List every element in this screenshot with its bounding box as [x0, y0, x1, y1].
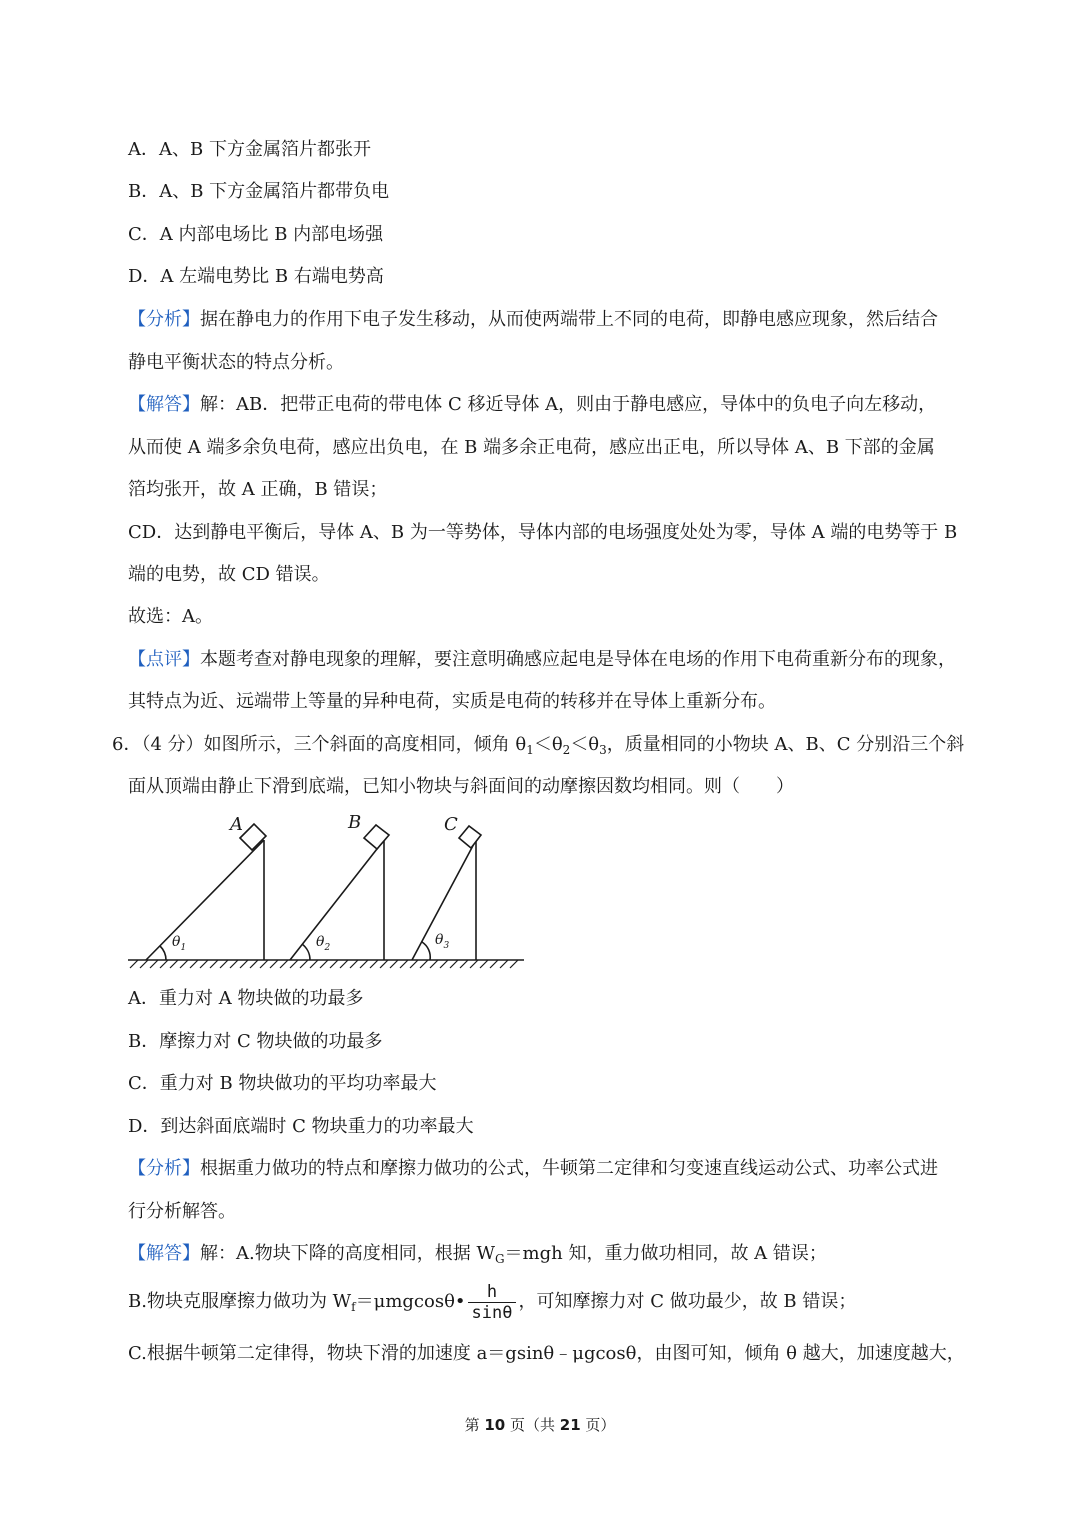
incline-b [290, 825, 389, 960]
q6-analysis-line-2: 行分析解答。 [128, 1201, 236, 1222]
q5-comment-line-2: 其特点为近、远端带上等量的异种电荷，实质是电荷的转移并在导体上重新分布。 [128, 691, 776, 712]
q6-solution-text-1a: 解：A.物块下降的高度相同，根据 W [200, 1243, 495, 1264]
q6-analysis-text-1: 根据重力做功的特点和摩擦力做功的公式，牛顿第二定律和匀变速直线运动公式、功率公式进 [200, 1158, 938, 1179]
q5-analysis-line-2: 静电平衡状态的特点分析。 [128, 352, 344, 373]
footer-suffix: 页） [580, 1416, 616, 1434]
inclines-figure [126, 810, 526, 970]
theta-sub-3: 3 [599, 743, 607, 757]
less-than-2: ＜θ [570, 734, 600, 755]
q5-comment-line-1 [128, 648, 956, 672]
q6-option-c: C．重力对 B 物块做功的平均功率最大 [128, 1073, 437, 1094]
solution-tag: 【解答】 [128, 1243, 200, 1264]
q5-option-a: A．A、B 下方金属箔片都张开 [128, 139, 371, 160]
q5-option-b: B．A、B 下方金属箔片都带负电 [128, 181, 390, 202]
label-c: C [444, 814, 458, 835]
block-b [364, 825, 389, 849]
q6-solution-line-1 [128, 1242, 827, 1271]
page-footer [0, 1415, 1080, 1435]
q6-solution-text-1b: ＝mgh 知，重力做功相同，故 A 错误； [504, 1243, 827, 1264]
q5-solution-line-2: 从而使 A 端多余负电荷，感应出负电，在 B 端多余正电荷，感应出正电，所以导体 A、B 下部的金属 [128, 437, 935, 458]
label-b: B [348, 812, 362, 833]
q5-solution-line-5: 端的电势，故 CD 错误。 [128, 564, 330, 585]
q5-comment-text-1: 本题考查对静电现象的理解，要注意明确感应起电是导体在电场的作用下电荷重新分布的现象， [200, 649, 956, 670]
theta-1-label: $\theta_1$ [172, 934, 187, 953]
theta-sub-2: 2 [562, 743, 571, 757]
block-a [240, 824, 266, 850]
wg-subscript: G [494, 1252, 505, 1266]
q6-solution-text-2b: ＝μmgcosθ• [355, 1291, 466, 1312]
theta-2-label: $\theta_2$ [316, 934, 331, 953]
analysis-tag: 【分析】 [128, 309, 200, 330]
q6-option-b: B．摩擦力对 C 物块做的功最多 [128, 1031, 383, 1052]
q5-answer: 故选：A。 [128, 606, 213, 627]
footer-total-pages: 21 [559, 1416, 581, 1434]
q5-solution-line-3: 箔均张开，故 A 正确，B 错误； [128, 479, 388, 500]
footer-prefix: 第 [464, 1416, 485, 1434]
incline-c [412, 826, 481, 960]
q5-option-d: D．A 左端电势比 B 右端电势高 [128, 266, 384, 287]
q6-solution-line-3: C.根据牛顿第二定律得，物块下滑的加速度 a＝gsinθ﹣μgcosθ，由图可知，倾角 θ 越大，加速度越大， [128, 1343, 965, 1364]
q6-option-a: A．重力对 A 物块做的功最多 [128, 988, 364, 1009]
q5-solution-line-4: CD．达到静电平衡后，导体 A、B 为一等势体，导体内部的电场强度处处为零，导体 A 端的电势等于 B [128, 522, 958, 543]
q6-solution-text-2c: ，可知摩擦力对 C 做功最少，故 B 错误； [518, 1291, 857, 1312]
q6-stem-line-1 [112, 733, 964, 762]
q5-option-c: C．A 内部电场比 B 内部电场强 [128, 224, 384, 245]
theta-3-label: $\theta_3$ [435, 932, 450, 951]
ground-hatching [130, 960, 518, 968]
q5-solution-line-1 [128, 393, 936, 417]
label-a: A [230, 814, 243, 835]
q6-stem-line-2: 面从顶端由静止下滑到底端，已知小物块与斜面间的动摩擦因数均相同。则（ ） [128, 776, 794, 797]
footer-page-number: 10 [484, 1416, 506, 1434]
analysis-tag: 【分析】 [128, 1158, 200, 1179]
less-than-1: ＜θ [533, 734, 563, 755]
q5-analysis-text-1: 据在静电力的作用下电子发生移动，从而使两端带上不同的电荷，即静电感应现象，然后结合 [200, 309, 938, 330]
q6-solution-line-2 [128, 1280, 856, 1329]
q6-analysis-line-1 [128, 1157, 938, 1181]
fraction-numerator: h [468, 1282, 517, 1303]
q6-solution-text-2a: B.物块克服摩擦力做功为 W [128, 1291, 352, 1312]
q6-option-d: D．到达斜面底端时 C 物块重力的功率最大 [128, 1116, 474, 1137]
block-c [459, 826, 481, 848]
q5-analysis-line-1 [128, 308, 938, 332]
solution-tag: 【解答】 [128, 394, 200, 415]
wf-subscript: f [351, 1300, 356, 1314]
q6-stem-text-1b: ，质量相同的小物块 A、B、C 分别沿三个斜 [606, 734, 965, 755]
fraction-denominator: sinθ [471, 1302, 513, 1323]
incline-a [146, 824, 266, 960]
q5-solution-text-1: 解：AB．把带正电荷的带电体 C 移近导体 A，则由于静电感应，导体中的负电子向左移动， [200, 394, 937, 415]
comment-tag: 【点评】 [128, 649, 200, 670]
theta-sub-1: 1 [526, 743, 534, 757]
h-over-sin-theta-fraction [468, 1282, 517, 1323]
q6-stem-text-1a: 6．（4 分）如图所示，三个斜面的高度相同，倾角 θ [112, 734, 527, 755]
footer-middle: 页（共 [505, 1416, 560, 1434]
